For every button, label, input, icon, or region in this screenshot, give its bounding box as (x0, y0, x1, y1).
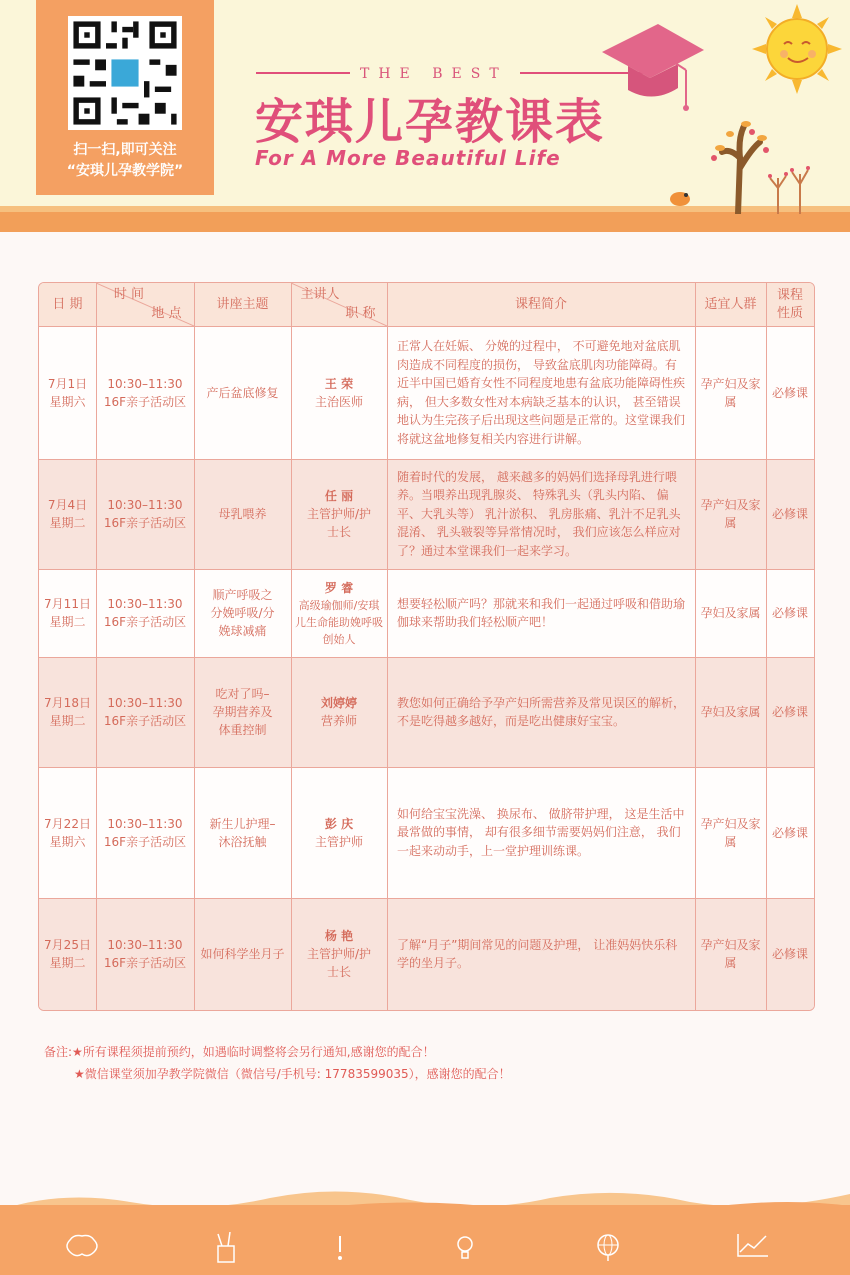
weekday-text: 星期二 (49, 956, 86, 970)
qr-code-icon[interactable] (68, 16, 182, 130)
topic-text: 新生儿护理–沐浴抚触 (209, 816, 276, 849)
type-text: 必修课 (771, 705, 808, 719)
type-text: 必修课 (771, 606, 808, 620)
row-date (39, 767, 96, 898)
topic-text: 如何科学坐月子 (200, 947, 285, 961)
row-date (39, 898, 96, 1010)
row-date (39, 326, 96, 459)
qr-caption (36, 140, 214, 182)
speaker-title: 营养师 (320, 714, 357, 728)
weekday-text: 星期二 (49, 516, 86, 530)
qr-panel (36, 0, 214, 195)
type-text: 必修课 (771, 507, 808, 521)
note-line2: ★微信课堂须加孕教学院微信（微信号/手机号: 17783599035），感谢您的配合！ (74, 1067, 511, 1081)
date-text: 7月1日 (47, 376, 88, 391)
topic-text: 顺产呼吸之分娩呼吸/分娩球减痛 (210, 588, 275, 638)
header-stripe (0, 212, 850, 232)
type-text: 必修课 (771, 947, 808, 961)
row-time-place (96, 898, 194, 1010)
tree-icon (700, 118, 820, 214)
time-text: 10:30–11:30 (107, 938, 183, 952)
place-text: 16F亲子活动区 (103, 714, 187, 728)
page-subtitle: For A More Beautiful Life (255, 146, 561, 170)
type-text: 必修课 (771, 825, 808, 840)
sun-icon (752, 4, 842, 94)
date-text: 7月11日 (44, 597, 91, 611)
speaker-title: 主管护师/护士长 (306, 507, 372, 539)
header-type-line1: 课程 (776, 287, 803, 303)
speaker-name: 刘婷婷 (320, 696, 357, 710)
audience-text: 孕产妇及家属 (700, 816, 761, 849)
type-text: 必修课 (771, 385, 808, 400)
weekday-text: 星期六 (49, 394, 86, 409)
time-text: 10:30–11:30 (107, 597, 183, 611)
row-date (39, 569, 96, 657)
header-topic: 讲座主题 (216, 296, 269, 312)
row-time-place (96, 767, 194, 898)
header-intro: 课程简介 (514, 296, 567, 312)
row-speaker (291, 898, 387, 1010)
topic-text: 吃对了吗–孕期营养及体重控制 (212, 687, 273, 737)
time-text: 10:30–11:30 (107, 816, 183, 831)
header-place: 地 点 (151, 306, 182, 321)
page-title: 安琪儿孕教课表 (255, 94, 606, 150)
intro-text: 正常人在妊娠、 分娩的过程中， 不可避免地对盆底肌肉造成不同程度的损伤， 导致盆底肌肉功能障碍。有近半中国已婚育女性不同程度地患有盆底功能障碍性疾病， 但大多数女性对本病缺乏基本的认识， 甚至错误地认为生完孩子后出现这些问题是正常的。这堂课我们将就这盆地修复相关内容进行讲解。 (397, 339, 686, 446)
time-text: 10:30–11:30 (107, 498, 183, 512)
row-speaker (291, 767, 387, 898)
weekday-text: 星期二 (49, 714, 86, 728)
place-text: 16F亲子活动区 (103, 516, 187, 530)
row-date (39, 459, 96, 569)
header-title: 职 称 (345, 306, 376, 321)
intro-text: 教您如何正确给予孕产妇所需营养及常见误区的解析，不是吃得越多越好，而是吃出健康好宝宝。 (397, 695, 686, 728)
time-text: 10:30–11:30 (107, 696, 183, 710)
speaker-name: 罗 睿 (324, 580, 354, 595)
speaker-name: 王 荣 (324, 376, 354, 391)
row-time-place (96, 326, 194, 459)
row-date (39, 657, 96, 767)
place-text: 16F亲子活动区 (103, 394, 187, 409)
speaker-name: 彭 庆 (324, 816, 354, 831)
tagline: THE BEST (360, 66, 508, 82)
time-text: 10:30–11:30 (107, 376, 183, 391)
date-text: 7月4日 (47, 498, 88, 512)
speaker-title: 高级瑜伽师/安琪儿生命能助娩呼吸创始人 (295, 598, 383, 646)
audience-text: 孕产妇及家属 (700, 498, 761, 530)
speaker-title: 主管护师 (314, 834, 363, 849)
graduation-cap-icon (598, 22, 708, 112)
qr-caption-line2: “安琪儿孕教学院” (66, 163, 184, 179)
audience-text: 孕产妇及家属 (700, 938, 761, 970)
topic-text: 母乳喂养 (218, 507, 267, 521)
schedule-table (38, 282, 815, 1011)
lightbulb-icon (456, 1234, 474, 1262)
chart-icon (736, 1232, 770, 1258)
header-type-line2: 性质 (776, 305, 803, 321)
speaker-title: 主管护师/护士长 (306, 947, 372, 979)
header-type (766, 283, 814, 326)
intro-text: 了解“月子”期间常见的问题及护理， 让准妈妈快乐科学的坐月子。 (397, 937, 678, 970)
row-speaker (291, 459, 387, 569)
place-text: 16F亲子活动区 (103, 615, 187, 629)
note-line1: 备注:★所有课程须提前预约，如遇临时调整将会另行通知,感谢您的配合！ (44, 1045, 435, 1059)
header-audience: 适宜人群 (704, 296, 757, 312)
audience-text: 孕产妇及家属 (700, 376, 761, 409)
weekday-text: 星期二 (49, 615, 86, 629)
title-decoration-left (256, 72, 350, 74)
notes (44, 1041, 511, 1085)
row-time-place (96, 657, 194, 767)
brain-icon (64, 1232, 100, 1260)
weekday-text: 星期六 (49, 834, 86, 849)
row-speaker (291, 326, 387, 459)
qr-caption-line1: 扫一扫,即可关注 (73, 142, 177, 158)
exclamation-icon (334, 1234, 346, 1262)
topic-text: 产后盆底修复 (206, 385, 279, 400)
pencil-cup-icon (212, 1232, 240, 1264)
speaker-title: 主治医师 (314, 394, 363, 409)
date-text: 7月18日 (44, 696, 91, 710)
audience-text: 孕妇及家属 (700, 705, 761, 719)
row-time-place (96, 569, 194, 657)
row-speaker (291, 657, 387, 767)
header-time: 时 间 (113, 287, 145, 302)
intro-text: 随着时代的发展， 越来越多的妈妈们选择母乳进行喂养。当喂养出现乳腺炎、 特殊乳头（乳头内陷、 偏平、大乳头等） 乳汁淤积、 乳房胀痛、乳汁不足乳头混淆、 乳头皲裂等异常情况时， 我们应该怎么样应对了？通过本堂课我们一起来学习。 (397, 469, 681, 558)
audience-text: 孕妇及家属 (700, 606, 761, 620)
speaker-name: 任 丽 (324, 489, 354, 503)
date-text: 7月25日 (44, 938, 91, 952)
date-text: 7月22日 (44, 816, 91, 831)
globe-icon (594, 1232, 622, 1262)
place-text: 16F亲子活动区 (103, 956, 187, 970)
row-speaker (291, 569, 387, 657)
intro-text: 想要轻松顺产吗？那就来和我们一起通过呼吸和借助瑜伽球来帮助我们轻松顺产吧！ (397, 596, 686, 629)
header-date: 日 期 (52, 296, 83, 312)
header-speaker: 主讲人 (300, 287, 340, 302)
footer-bar (0, 1205, 850, 1275)
row-time-place (96, 459, 194, 569)
place-text: 16F亲子活动区 (103, 834, 187, 849)
speaker-name: 杨 艳 (324, 929, 354, 943)
intro-text: 如何给宝宝洗澡、 换尿布、 做脐带护理， 这是生活中最常做的事情， 却有很多细节需要妈妈们注意， 我们一起来动动手，上一堂护理训练课。 (397, 806, 685, 858)
bird-icon (666, 186, 694, 208)
